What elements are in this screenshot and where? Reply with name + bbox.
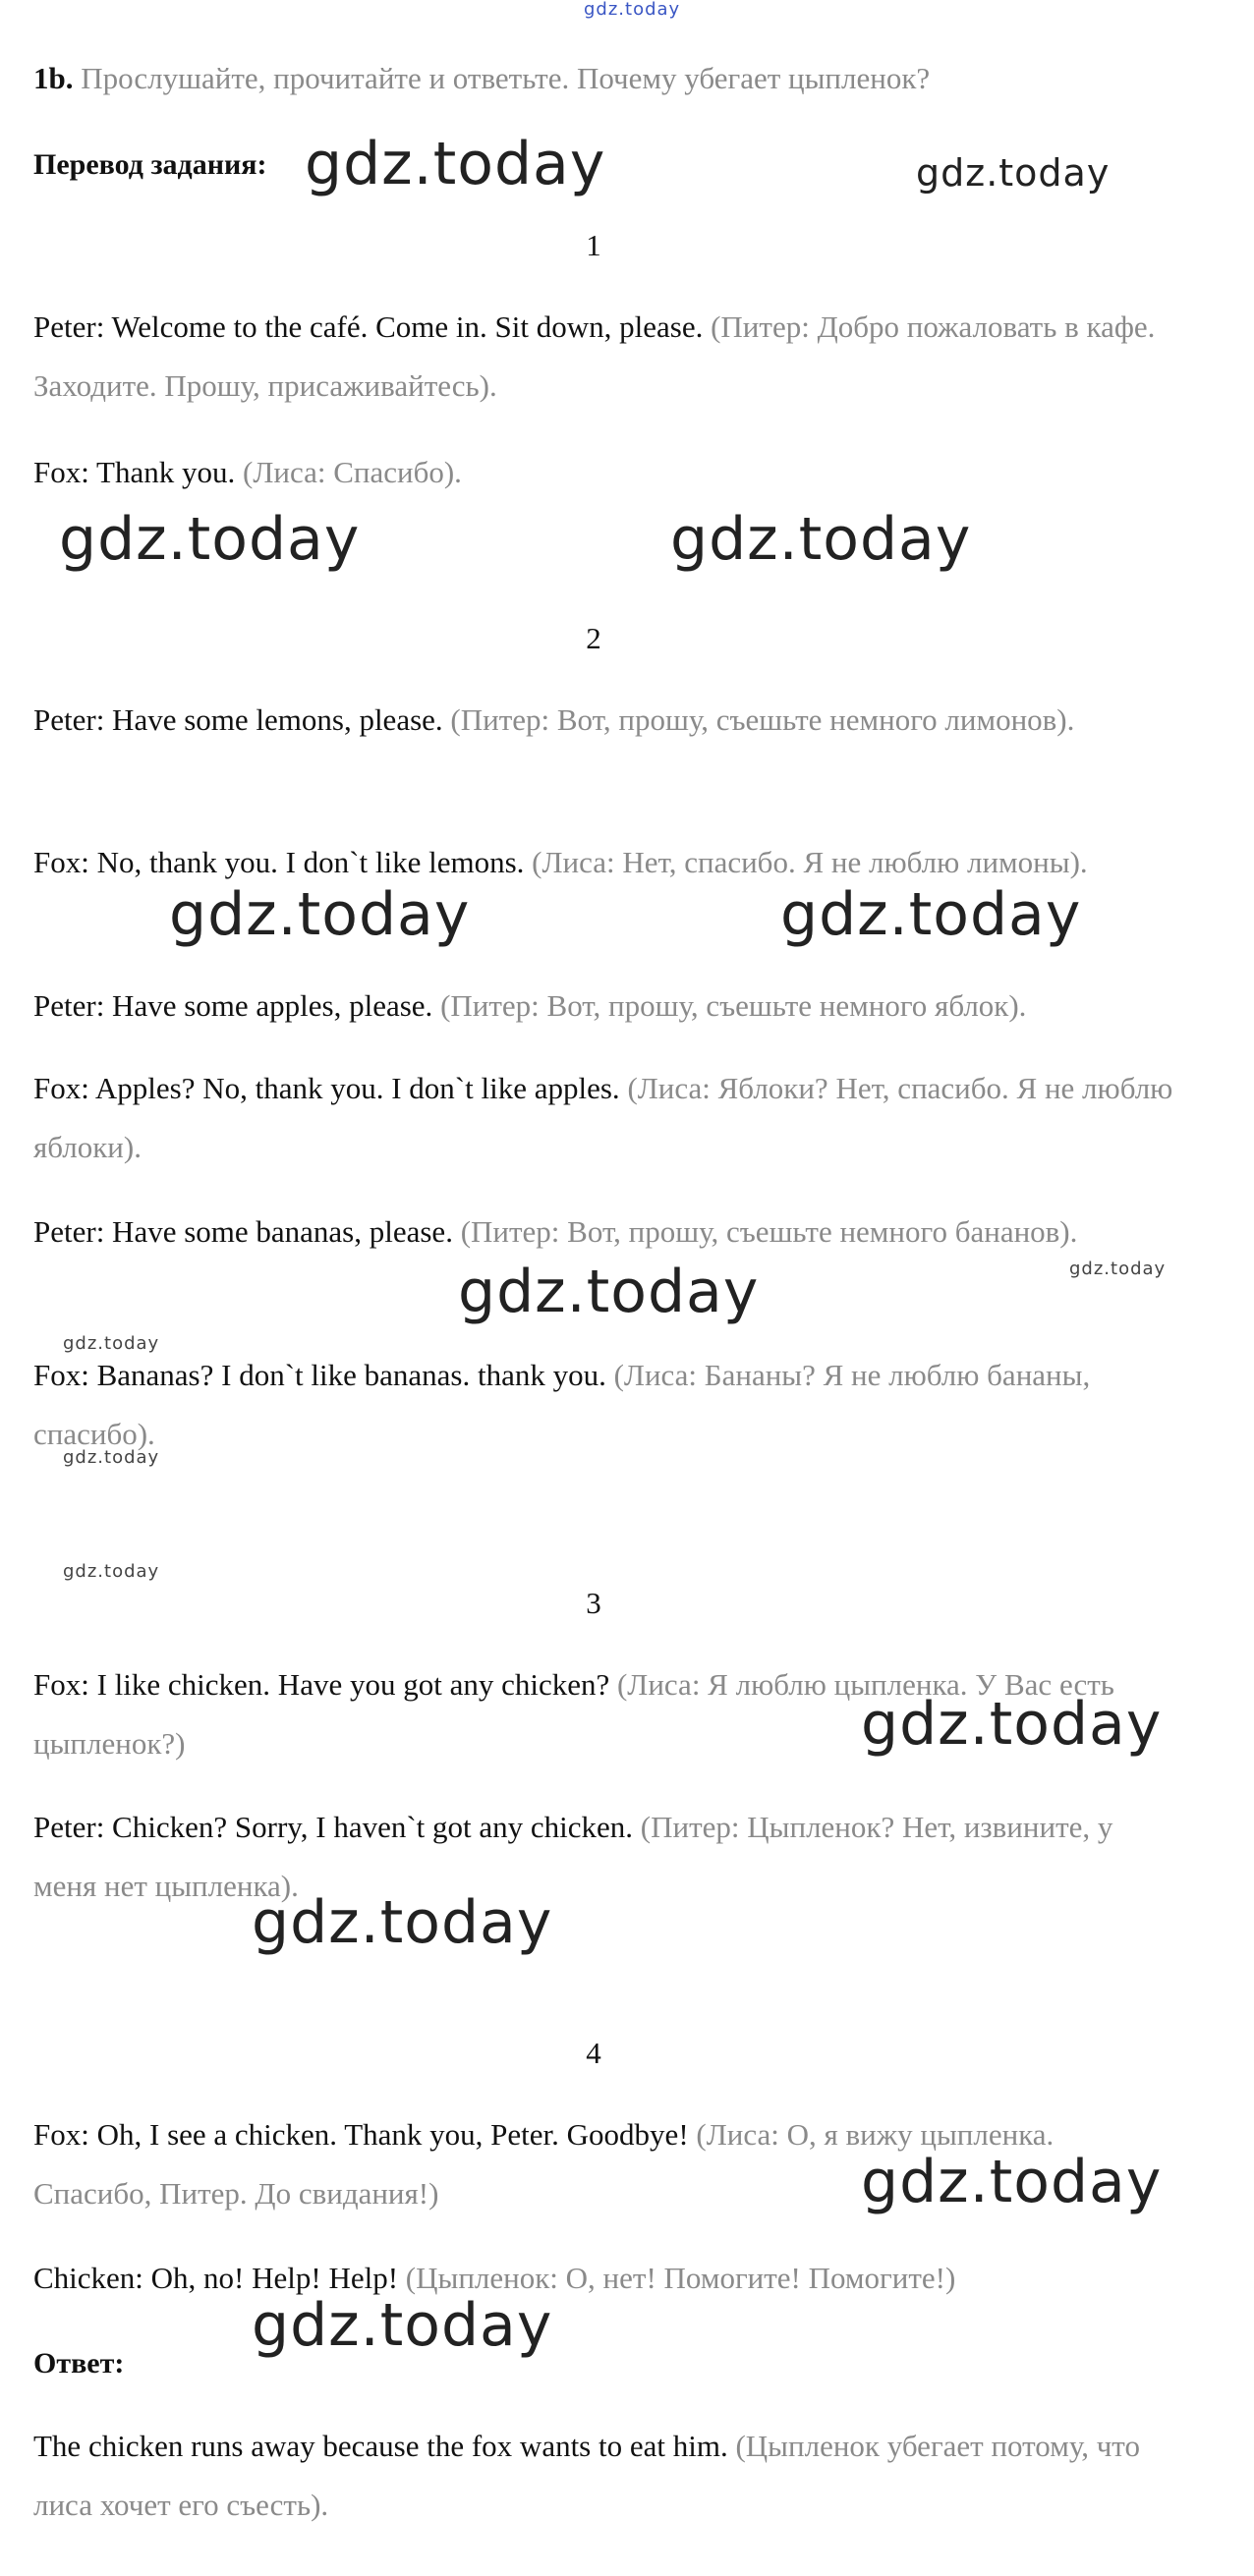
watermark: gdz.today	[59, 505, 361, 574]
english-text: Fox: Oh, I see a chicken. Thank you, Peter. Goodbye!	[33, 2117, 689, 2152]
russian-translation: (Лиса: Я люблю цыпленка. У Вас есть цыпленок?)	[33, 1667, 1114, 1761]
english-text: Peter: Have some lemons, please.	[33, 702, 443, 737]
russian-translation: (Лиса: Спасибо).	[243, 455, 462, 489]
dialogue-line	[33, 443, 1173, 502]
russian-translation: (Лиса: Яблоки? Нет, спасибо. Я не люблю яблоки).	[33, 1071, 1173, 1164]
english-text: Peter: Welcome to the café. Come in. Sit down, please.	[33, 309, 704, 344]
dialogue-line	[33, 298, 1173, 416]
watermark: gdz.today	[63, 1447, 160, 1468]
watermark: gdz.today	[63, 1333, 160, 1354]
dialogue-line	[33, 1798, 1173, 1916]
watermark: gdz.today	[1069, 1259, 1167, 1279]
watermark: gdz.today	[252, 2291, 553, 2360]
english-text: Fox: Bananas? I don`t like bananas. thank you.	[33, 1358, 606, 1392]
task-text: Прослушайте, прочитайте и ответьте. Почему убегает цыпленок?	[81, 61, 931, 95]
dialogue-line	[33, 2249, 1173, 2308]
russian-translation: (Питер: Вот, прошу, съешьте немного лимонов).	[450, 702, 1075, 737]
english-text: Peter: Chicken? Sorry, I haven`t got any chicken.	[33, 1810, 634, 1844]
task-number: 1b.	[33, 61, 74, 95]
english-text: Fox: Thank you.	[33, 455, 236, 489]
english-text: Fox: Apples? No, thank you. I don`t like apples.	[33, 1071, 620, 1105]
russian-translation: (Цыпленок убегает потому, что лиса хочет его съесть).	[33, 2429, 1140, 2522]
answer-label: Ответ:	[33, 2347, 125, 2380]
watermark: gdz.today	[252, 1888, 553, 1957]
watermark: gdz.today	[63, 1561, 160, 1582]
answer-text	[33, 2417, 1173, 2535]
section-number: 1	[586, 228, 601, 262]
watermark: gdz.today	[458, 1258, 760, 1326]
english-text: Peter: Have some apples, please.	[33, 988, 433, 1023]
english-text: Fox: No, thank you. I don`t like lemons.	[33, 845, 525, 879]
russian-translation: (Цыпленок: О, нет! Помогите! Помогите!)	[405, 2261, 956, 2295]
english-text: Peter: Have some bananas, please.	[33, 1214, 453, 1249]
russian-translation: (Лиса: Бананы? Я не люблю бананы, спасибо).	[33, 1358, 1091, 1451]
watermark: gdz.today	[169, 880, 471, 949]
english-text: The chicken runs away because the fox wants to eat him.	[33, 2429, 728, 2463]
russian-translation: (Питер: Добро пожаловать в кафе. Заходите. Прошу, присаживайтесь).	[33, 309, 1156, 403]
dialogue-line	[33, 977, 1173, 1036]
russian-translation: (Лиса: О, я вижу цыпленка. Спасибо, Питер. До свидания!)	[33, 2117, 1054, 2211]
watermark: gdz.today	[861, 1690, 1163, 1759]
section-number: 3	[586, 1586, 601, 1620]
watermark: gdz.today	[861, 2148, 1163, 2216]
dialogue-line	[33, 691, 1173, 750]
russian-translation: (Лиса: Нет, спасибо. Я не люблю лимоны).	[532, 845, 1088, 879]
russian-translation: (Питер: Вот, прошу, съешьте немного бананов).	[460, 1214, 1078, 1249]
dialogue-line	[33, 1203, 1173, 1261]
section-number: 2	[586, 621, 601, 655]
dialogue-line	[33, 1059, 1173, 1177]
russian-translation: (Питер: Цыпленок? Нет, извините, у меня нет цыпленка).	[33, 1810, 1113, 1903]
watermark: gdz.today	[780, 880, 1082, 949]
task-instruction	[33, 57, 930, 100]
watermark: gdz.today	[916, 151, 1111, 195]
russian-translation: (Питер: Вот, прошу, съешьте немного яблок).	[440, 988, 1027, 1023]
dialogue-line	[33, 1346, 1173, 1464]
translation-label: Перевод задания:	[33, 148, 267, 181]
watermark: gdz.today	[670, 505, 972, 574]
watermark-top: gdz.today	[584, 0, 681, 20]
english-text: Chicken: Oh, no! Help! Help!	[33, 2261, 399, 2295]
watermark: gdz.today	[305, 130, 606, 198]
section-number: 4	[586, 2036, 601, 2070]
english-text: Fox: I like chicken. Have you got any chicken?	[33, 1667, 610, 1702]
